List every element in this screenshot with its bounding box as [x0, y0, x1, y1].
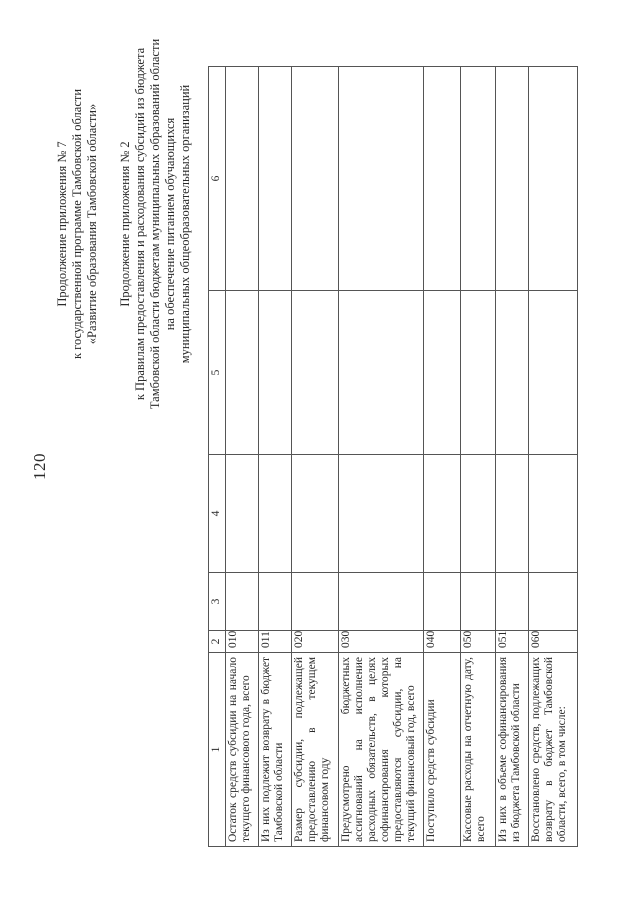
- row-label: Из них в объеме софинансирования из бюджета Тамбовской области: [496, 653, 529, 847]
- column-header: 4: [209, 455, 226, 573]
- empty-cell: [424, 455, 461, 573]
- row-code: 020: [292, 631, 339, 653]
- header-line: к Правилам предоставления и расходования субсидий из бюджета: [133, 47, 147, 401]
- empty-cell: [259, 573, 292, 631]
- table-row: [259, 67, 292, 847]
- row-code: 051: [496, 631, 529, 653]
- empty-cell: [496, 573, 529, 631]
- row-label: Восстановлено средств, подлежащих возврату в бюджет Тамбовской области, всего, в том числе:: [529, 653, 578, 847]
- column-header: 6: [209, 67, 226, 291]
- empty-cell: [424, 291, 461, 455]
- empty-cell: [292, 67, 339, 291]
- header-line: Продолжение приложения № 2: [118, 141, 132, 307]
- empty-cell: [339, 291, 424, 455]
- column-header: 3: [209, 573, 226, 631]
- header-line: Тамбовской области бюджетам муниципальных образований области: [148, 38, 162, 410]
- column-header: 1: [209, 653, 226, 847]
- empty-cell: [529, 455, 578, 573]
- column-header: 5: [209, 291, 226, 455]
- empty-cell: [496, 291, 529, 455]
- row-label: Размер субсидии, подлежащей предоставлению в текущем финансовом году: [292, 653, 339, 847]
- empty-cell: [529, 573, 578, 631]
- page-number: 120: [30, 453, 49, 480]
- table-row: [424, 67, 461, 847]
- header-line: к государственной программе Тамбовской области: [70, 88, 84, 360]
- header-line: «Развитие образования Тамбовской области»: [85, 103, 99, 345]
- empty-cell: [461, 291, 496, 455]
- empty-cell: [292, 573, 339, 631]
- row-label: Предусмотрено бюджетных ассигнований на исполнение расходных обязательств, в целях софинансирования которых предоставляются субсидии, на текущий финансовый год, всего: [339, 653, 424, 847]
- empty-cell: [226, 67, 259, 291]
- header-line: на обеспечение питанием обучающихся: [163, 117, 177, 331]
- table-row: [496, 67, 529, 847]
- table-header-row: [209, 67, 226, 847]
- row-label: Поступило средств субсидии: [424, 653, 461, 847]
- empty-cell: [226, 291, 259, 455]
- header-line: муниципальных общеобразовательных организаций: [178, 84, 192, 364]
- subsidy-report-table: [208, 66, 578, 847]
- empty-cell: [339, 67, 424, 291]
- row-code: 060: [529, 631, 578, 653]
- row-label: Из них подлежит возврату в бюджет Тамбовской области: [259, 653, 292, 847]
- row-code: 011: [259, 631, 292, 653]
- row-code: 040: [424, 631, 461, 653]
- empty-cell: [339, 455, 424, 573]
- empty-cell: [496, 67, 529, 291]
- empty-cell: [496, 455, 529, 573]
- empty-cell: [424, 67, 461, 291]
- table-row: [529, 67, 578, 847]
- empty-cell: [461, 67, 496, 291]
- empty-cell: [529, 67, 578, 291]
- empty-cell: [259, 291, 292, 455]
- empty-cell: [259, 67, 292, 291]
- row-code: 050: [461, 631, 496, 653]
- empty-cell: [292, 455, 339, 573]
- empty-cell: [292, 291, 339, 455]
- table-row: [292, 67, 339, 847]
- empty-cell: [259, 455, 292, 573]
- empty-cell: [529, 291, 578, 455]
- column-header: 2: [209, 631, 226, 653]
- row-label: Остаток средств субсидии на начало текущего финансового года, всего: [226, 653, 259, 847]
- row-label: Кассовые расходы на отчетную дату, всего: [461, 653, 496, 847]
- empty-cell: [461, 455, 496, 573]
- empty-cell: [461, 573, 496, 631]
- empty-cell: [424, 573, 461, 631]
- row-code: 030: [339, 631, 424, 653]
- table-row: [461, 67, 496, 847]
- empty-cell: [226, 573, 259, 631]
- appendix-7-header: [55, 29, 100, 419]
- table-row: [226, 67, 259, 847]
- row-code: 010: [226, 631, 259, 653]
- empty-cell: [339, 573, 424, 631]
- empty-cell: [226, 455, 259, 573]
- header-line: Продолжение приложения № 7: [55, 141, 69, 307]
- table-row: [339, 67, 424, 847]
- appendix-2-header: [118, 29, 193, 419]
